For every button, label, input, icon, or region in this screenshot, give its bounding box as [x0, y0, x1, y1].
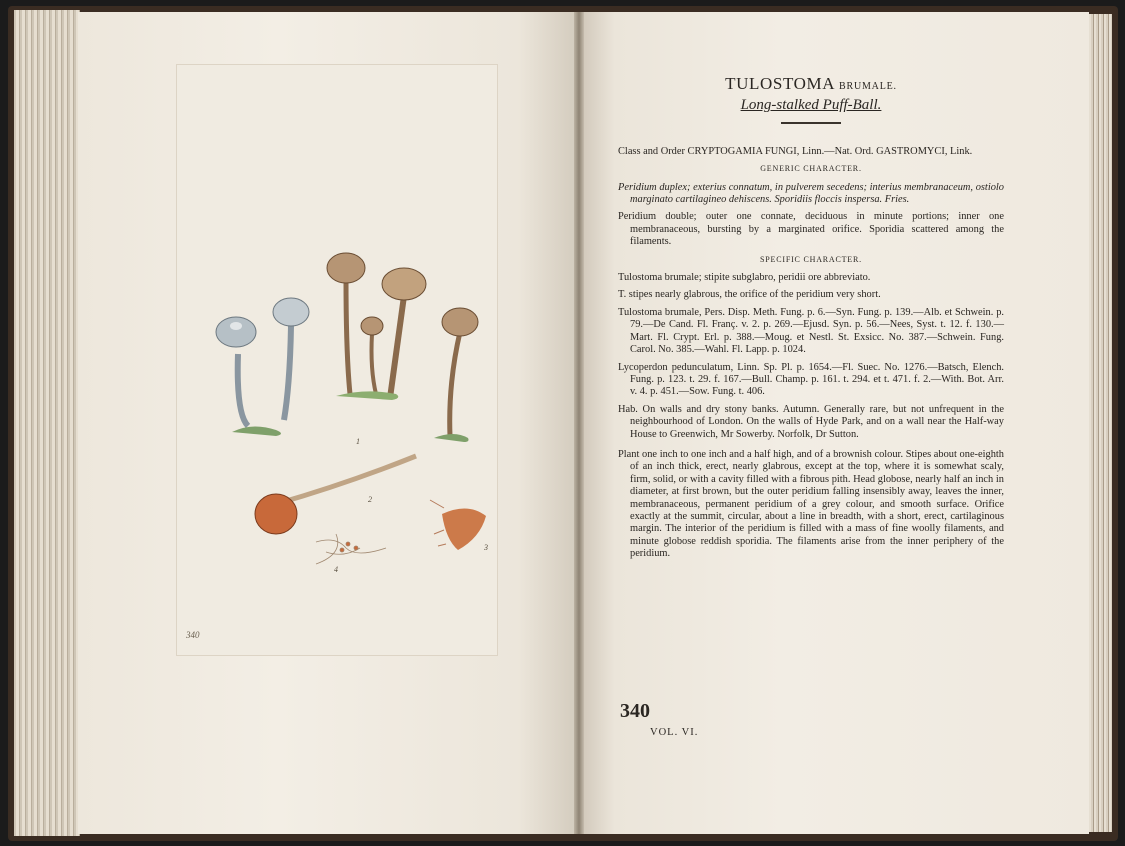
- generic-latin: Peridium duplex; exterius connatum, in pulverem secedens; interius membranaceum, ostiolo marginato cartilagineo dehiscens. Sporidiis floccis inspersa. Fries.: [618, 181, 1004, 206]
- article: [618, 74, 1004, 566]
- book-gutter: [574, 12, 584, 834]
- description: Plant one inch to one inch and a half high, and of a brownish colour. Stipes about one-eighth of an inch thick, erect, nearly glabrous, except at the top, where it is somewhat scaly, firm, solid, or with a cavity filled with a fibrous pith. Head globose, nearly half an inch in diameter, at first brown, but the outer peridium falling insensibly away, leaves the inner, membranaceous, permanent peridium of a grey colour, and smooth surface. Orifice exactly at the summit, circular, about a line in breadth, with a short, erect, cartilaginous margin. The interior of the peridium is filled with a mass of fine woolly filaments, and minute globose reddish sporidia. The filaments arise from the inner periphery of the peridium.: [618, 448, 1004, 560]
- figure-label-2: 2: [368, 495, 372, 504]
- synonym-lycoperdon: Lycoperdon pedunculatum, Linn. Sp. Pl. p. 1654.—Fl. Suec. No. 1276.—Batsch, Elench. Fung. p. 123. t. 29. f. 167.—Bull. Champ. p. 161. t. 294. et t. 471. f. 2.—With. Bot. Arr. v. 4. p. 451.—Sow. Fung. t. 406.: [618, 361, 1004, 398]
- brown-specimen-3: [442, 308, 478, 436]
- title-rule: [781, 122, 841, 124]
- brown-specimen-small: [361, 317, 383, 394]
- figure-label-3: 3: [484, 543, 488, 552]
- figure-label-1: 1: [356, 437, 360, 446]
- synonym-tulostoma: Tulostoma brumale, Pers. Disp. Meth. Fung. p. 6.—Syn. Fung. p. 139.—Alb. et Schwein. p. 79.—De Cand. Fl. Franç. v. 2. p. 269.—Ejusd. Syn. p. 56.—Nees, Syst. t. 12. f. 130.—Mart. Fl. Crypt. Erl. p. 388.—Moug. et Nestl. St. Exsicc. No. 387.—Schwein. Fung. Carol. No. 385.—Wahl. Fl. Lapp. p. 1024.: [618, 306, 1004, 356]
- sectioned-specimen: [255, 456, 416, 534]
- specific-heading: SPECIFIC CHARACTER.: [760, 254, 862, 264]
- grey-specimen-1: [216, 317, 256, 426]
- brown-specimen-2: [382, 268, 426, 398]
- brown-specimen-1: [327, 253, 365, 394]
- genus-title: TULOSTOMA: [725, 74, 835, 93]
- peridium-section: [430, 500, 486, 550]
- generic-english: Peridium double; outer one connate, deciduous in minute portions; inner one membranaceous, bursting by a marginated orifice. Sporidia scattered among the filaments.: [618, 211, 1004, 248]
- filaments-detail: [316, 534, 386, 564]
- figure-label-4: 4: [334, 565, 338, 574]
- grey-specimen-2: [273, 298, 309, 420]
- page-title: [618, 74, 1004, 93]
- page-number: 340: [620, 700, 650, 722]
- right-page-edges: [1086, 14, 1112, 832]
- plate-number: 340: [186, 630, 200, 640]
- classification: Class and Order CRYPTOGAMIA FUNGI, Linn.—Nat. Ord. GASTROMYCI, Link.: [618, 145, 973, 157]
- habitat: Hab. On walls and dry stony banks. Autumn. Generally rare, but not unfrequent in the neighbourhood of London. On the walls of Hyde Park, and on a wall near the Half-way House to Greenwich, Mr Sowerby. Norfolk, Dr Sutton.: [618, 403, 1004, 440]
- mushroom-illustration: [176, 64, 496, 654]
- common-name: Long-stalked Puff-Ball.: [740, 97, 882, 114]
- species-title: BRUMALE.: [839, 81, 897, 92]
- volume-label: VOL. VI.: [650, 727, 699, 738]
- left-page-edges: [14, 10, 80, 836]
- specific-latin: Tulostoma brumale; stipite subglabro, peridii ore abbreviato.: [618, 272, 871, 284]
- specific-english: T. stipes nearly glabrous, the orifice of the peridium very short.: [618, 289, 881, 301]
- generic-heading: GENERIC CHARACTER.: [760, 164, 862, 174]
